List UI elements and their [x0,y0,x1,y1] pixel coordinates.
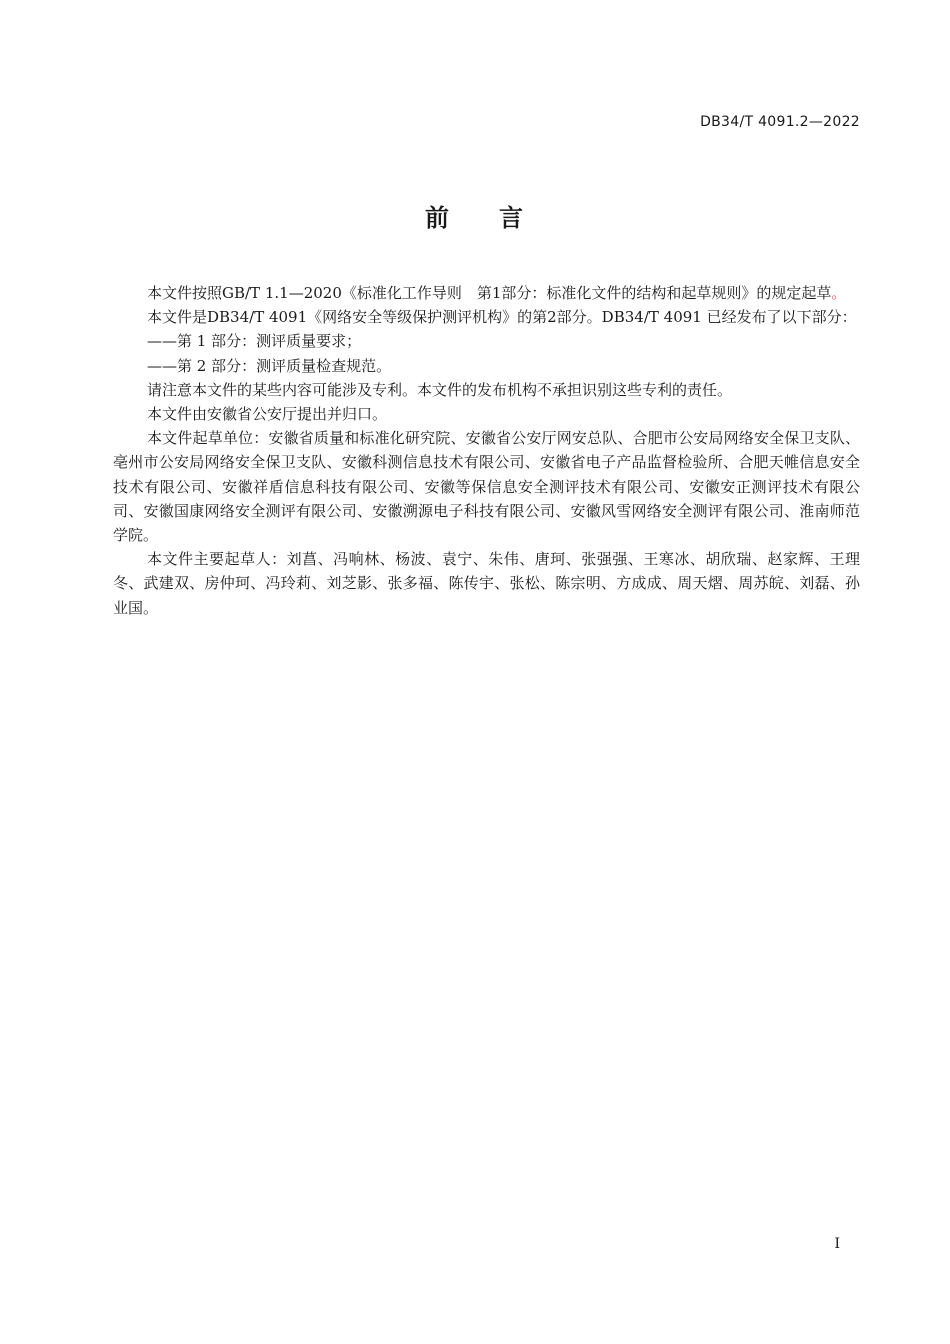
paragraph-drafting-rules-text: 本文件按照GB/T 1.1—2020《标准化工作导则 第1部分：标准化文件的结构和起草规则》的规定起草 [147,284,832,302]
paragraph-part-info: 本文件是DB34/T 4091《网络安全等级保护测评机构》的第2部分。DB34/T 4091 已经发布了以下部分： [147,308,857,327]
paragraph-patent-notice: 请注意本文件的某些内容可能涉及专利。本文件的发布机构不承担识别这些专利的责任。 [147,380,733,399]
list-item-part-2: ——第 2 部分：测评质量检查规范。 [147,356,392,375]
page-number: I [834,1236,840,1252]
paragraph-drafting-rules [113,281,860,305]
paragraph-end-mark: 。 [831,284,847,302]
title-char-1: 前 [425,204,451,232]
paragraph-proposer: 本文件由安徽省公安厅提出并归口。 [147,405,388,424]
foreword-body [113,281,860,620]
paragraph-drafting-units: 本文件起草单位：安徽省质量和标准化研究院、安徽省公安厅网安总队、合肥市公安局网络安全保卫支队、亳州市公安局网络安全保卫支队、安徽科测信息技术有限公司、安徽省电子产品监督检验所、合肥天帷信息安全技术有限公司、安徽祥盾信息科技有限公司、安徽等保信息安全测评技术有限公司、安徽安正测评技术有限公司、安徽国康网络安全测评有限公司、安徽溯源电子科技有限公司、安徽风雪网络安全测评有限公司、淮南师范学院。 [113,429,860,545]
list-item-part-1: ——第 1 部分：测评质量要求； [147,332,362,351]
document-number: DB34/T 4091.2—2022 [700,114,860,130]
paragraph-drafters: 本文件主要起草人：刘菖、冯响林、杨波、袁宁、朱伟、唐珂、张强强、王寒冰、胡欣瑞、赵家辉、王理冬、武建双、房仲珂、冯玲莉、刘芝影、张多福、陈传宇、张松、陈宗明、方成成、周天熠、周苏皖、刘磊、孙业国。 [113,550,860,617]
page-title [0,198,950,233]
title-char-2: 言 [499,204,525,232]
